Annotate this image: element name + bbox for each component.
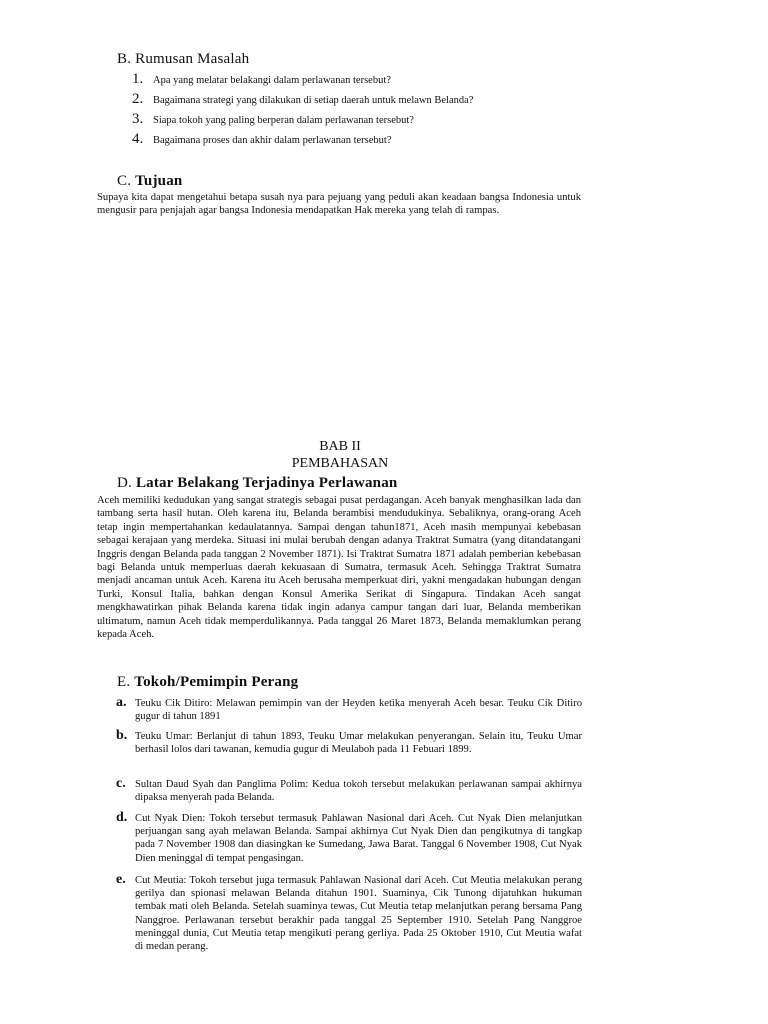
section-c-paragraph: Supaya kita dapat mengetahui betapa susah nya para pejuang yang peduli akan keadaan bangsa Indonesia untuk mengusir para penjajah agar bangsa Indonesia mendapatkan Hak mereka yang telah di rampas. (97, 192, 581, 217)
section-d-letter: D. (117, 475, 132, 491)
list-text: Apa yang melatar belakangi dalam perlawanan tersebut? (153, 75, 391, 86)
list-number: 2. (132, 91, 144, 107)
list-text: Teuku Umar: Berlanjut di tahun 1893, Teuku Umar melakukan penyerangan. Selain itu, Teuku Umar berhasil lolos dari tawanan, kemudia gugur di Meulaboh pada 11 Febuari 1899. (135, 731, 582, 756)
section-c-heading (117, 173, 182, 190)
list-letter: d. (116, 810, 128, 825)
section-e-heading (117, 674, 298, 691)
list-text: Bagaimana proses dan akhir dalam perlawanan tersebut? (153, 135, 392, 146)
problem-list (132, 70, 592, 150)
list-text: Bagaimana strategi yang dilakukan di setiap daerah untuk melawn Belanda? (153, 95, 474, 106)
list-item (132, 90, 592, 110)
section-c-letter: C. (117, 173, 132, 189)
list-text: Teuku Cik Ditiro: Melawan pemimpin van der Heyden ketika menyerah Aceh besar. Teuku Cik Ditiro gugur di tahun 1891 (135, 698, 582, 723)
section-b-heading (117, 51, 249, 68)
list-text: Siapa tokoh yang paling berperan dalam perlawanan tersebut? (153, 115, 414, 126)
list-item (132, 130, 592, 150)
list-number: 1. (132, 71, 144, 87)
list-item (132, 110, 592, 130)
list-letter: c. (116, 776, 126, 791)
list-text: Sultan Daud Syah dan Panglima Polim: Kedua tokoh tersebut melakukan perlawanan sampai akhirnya dipaksa menyerah pada Belanda. (135, 779, 582, 804)
section-e-title: Tokoh/Pemimpin Perang (134, 674, 299, 690)
section-b-letter: B. (117, 51, 132, 67)
section-d-paragraph: Aceh memiliki kedudukan yang sangat strategis sebagai pusat perdagangan. Aceh banyak menghasilkan lada dan tambang serta hasil hutan. Oleh karena itu, Belanda berambisi mendudukinya. Sebaliknya, orang-orang Aceh tetap ingin mempertahankan kedaulatannya. Sampai dengan tahun1871, Aceh masih mempunyai kebebasan sebagai kerajaan yang merdeka. Situasi ini mulai berubah dengan adanya Traktrat Sumatra (yang ditandatangani Inggris dengan Belanda pada tanggan 2 November 1871). Isi Traktrat Sumatra 1871 adalah pemberian kebebasan bagi Belanda untuk memperluas daerah kekuasaan di Sumatra, termasuk Aceh. Sehingga Traktrat Sumatra menjadi ancaman untuk Aceh. Karena itu Aceh berusaha memperkuat diri, yakni mengadakan hubungan dengan Turki, Konsul Italia, bahkan dengan Konsul Amerika Serikat di Singapura. Tindakan Aceh sangat mengkhawatirkan pihak Belanda karena tidak ingin adanya campur tangan dari luar, Belanda memberikan ultimatum, namun Aceh tidak memperdulikannya. Pada tanggal 26 Maret 1873, Belanda memaklumkan perang kepada Aceh. (97, 495, 581, 641)
section-e-letter: E. (117, 674, 131, 690)
list-letter: a. (116, 695, 127, 710)
list-letter: b. (116, 728, 128, 743)
list-number: 3. (132, 111, 144, 127)
list-number: 4. (132, 131, 144, 147)
section-c-title: Tujuan (135, 173, 183, 189)
section-d-title: Latar Belakang Terjadinya Perlawanan (135, 475, 398, 491)
list-text: Cut Meutia: Tokoh tersebut juga termasuk Pahlawan Nasional dari Aceh. Cut Meutia melakukan perang gerilya dan spionasi melawan Belanda ditahun 1901. Suaminya, Cik Tunong dijatuhkan hukuman tembak mati oleh Belanda. Setelah suaminya tewas, Cut Meutia tetap melanjutkan perang bersama Pang Nanggroe. Perlawanan tersebut berakhir pada tanggal 25 September 1910. Setelah Pang Nanggroe meninggal dunia, Cut Meutia tetap mengikuti perang gerliya. Pada 25 Oktober 1910, Cut Meutia wafat di medan perang. (135, 875, 582, 953)
list-item (132, 70, 592, 90)
section-b-title: Rumusan Masalah (135, 51, 250, 67)
chapter-title: PEMBAHASAN (291, 456, 389, 471)
list-text: Cut Nyak Dien: Tokoh tersebut termasuk Pahlawan Nasional dari Aceh. Cut Nyak Dien melanjutkan perjuangan sang ayah melawan Belanda. Sampai akhirnya Cut Nyak Dien dan pengikutnya di tangkap pada 7 November 1908 dan diasingkan ke Sumedang, Jawa Barat. Tanggal 6 November 1908, Cut Nyak Dien meninggal di tempat pengasingan. (135, 813, 582, 864)
chapter-label: BAB II (319, 439, 361, 454)
list-letter: e. (116, 872, 126, 887)
section-d-heading (117, 475, 397, 492)
